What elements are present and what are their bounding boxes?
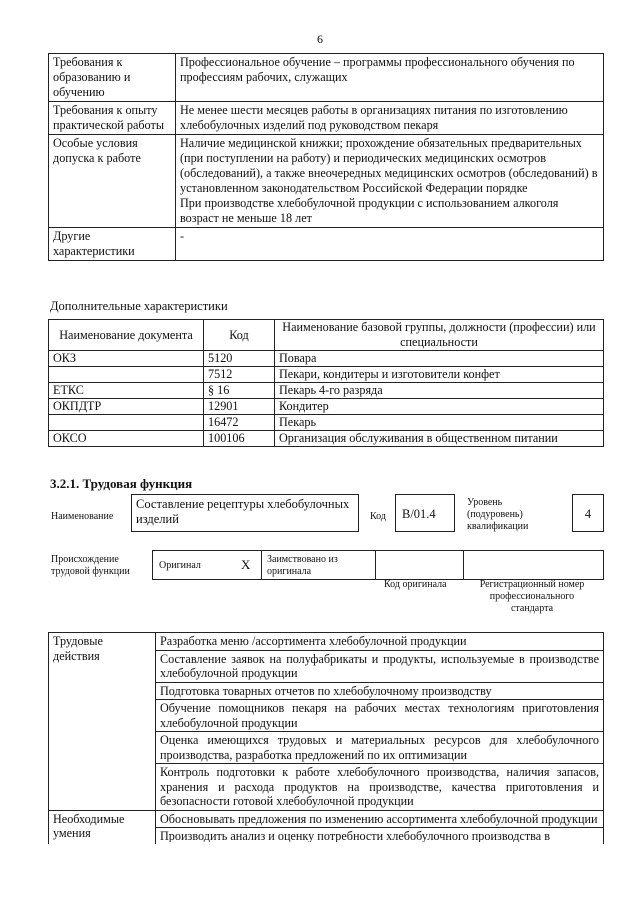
table-row <box>49 633 604 651</box>
row-label: Другие характеристики <box>49 228 176 261</box>
level-label: Уровень (подуровень) квалификации <box>467 497 529 532</box>
row-label: Требования к образованию и обучению <box>49 54 176 102</box>
original-code-label: Код оригинала <box>384 579 447 590</box>
table-cell: ОКПДТР <box>49 399 204 415</box>
code-label: Код <box>370 511 386 522</box>
action-item: Обучение помощников пекаря на рабочих местах технологиям приготовления хлебобулочной продукции <box>156 700 604 732</box>
origin-label: Происхождение трудовой функции <box>51 554 130 577</box>
column-header: Наименование базовой группы, должности (профессии) или специальности <box>275 320 604 351</box>
table-row <box>49 383 604 399</box>
labor-table <box>48 632 604 844</box>
table-cell: Организация обслуживания в общественном питании <box>275 431 604 447</box>
row-value: Профессиональное обучение – программы профессионального обучения по профессиям рабочих, служащих <box>176 54 604 102</box>
table-row <box>49 228 604 261</box>
table-row <box>49 367 604 383</box>
table-row <box>49 810 604 828</box>
function-name-box: Составление рецептуры хлебобулочных изделий <box>131 494 359 532</box>
original-mark: X <box>241 557 251 572</box>
skills-label: Необходимые умения <box>49 810 156 844</box>
row-value: - <box>176 228 604 261</box>
row-label: Требования к опыту практической работы <box>49 102 176 135</box>
function-code-box: B/01.4 <box>395 494 455 532</box>
divider <box>375 551 376 579</box>
borrowed-label: Заимствовано из оригинала <box>267 554 338 577</box>
table-cell: § 16 <box>204 383 275 399</box>
action-item: Составление заявок на полуфабрикаты и продукты, используемые в производстве хлебобулочной продукции <box>156 650 604 682</box>
table-header-row <box>49 320 604 351</box>
table-row <box>49 431 604 447</box>
actions-label: Трудовые действия <box>49 633 156 811</box>
table-row <box>49 135 604 228</box>
skill-item <box>156 828 604 845</box>
level-box: 4 <box>572 494 604 532</box>
column-header: Код <box>204 320 275 351</box>
divider <box>463 551 464 579</box>
table-cell: 100106 <box>204 431 275 447</box>
origin-row <box>152 550 604 580</box>
table-row <box>49 54 604 102</box>
table-row <box>49 399 604 415</box>
section-title: 3.2.1. Трудовая функция <box>50 476 193 491</box>
divider <box>261 551 262 579</box>
table-cell <box>49 415 204 431</box>
table-row <box>49 351 604 367</box>
table-cell: ОКСО <box>49 431 204 447</box>
page-number: 6 <box>317 32 323 46</box>
row-value-line: При производстве хлебобулочной продукции с использованием алкоголя возраст не меньше 18 лет <box>180 196 559 225</box>
table-cell: Кондитер <box>275 399 604 415</box>
action-item: Подготовка товарных отчетов по хлебобулочному производству <box>156 682 604 700</box>
row-value <box>176 135 604 228</box>
table-row <box>49 415 604 431</box>
requirements-table <box>48 53 604 261</box>
row-value-line: Наличие медицинской книжки; прохождение обязательных предварительных (при поступлении на работу) и периодических медицинских осмотров (обследований), а также внеочередных медицинских осмотров (обследований) в установленном законодательством Российской Федерации порядке <box>180 136 598 195</box>
table-cell: 5120 <box>204 351 275 367</box>
original-label: Оригинал <box>159 560 201 571</box>
action-item: Оценка имеющихся трудовых и материальных ресурсов для хлебобулочного производства, разработка предложений по их оптимизации <box>156 732 604 764</box>
row-value: Не менее шести месяцев работы в организациях питания по изготовлению хлебобулочных изделий под руководством пекаря <box>176 102 604 135</box>
table-cell: Пекарь <box>275 415 604 431</box>
table-cell: Пекарь 4-го разряда <box>275 383 604 399</box>
row-label: Особые условия допуска к работе <box>49 135 176 228</box>
table-cell: 12901 <box>204 399 275 415</box>
table-cell: ОКЗ <box>49 351 204 367</box>
table-cell <box>49 367 204 383</box>
table-cell: 16472 <box>204 415 275 431</box>
registration-number-label: Регистрационный номер профессионального стандарта <box>479 579 585 614</box>
column-header: Наименование документа <box>49 320 204 351</box>
table-row <box>49 102 604 135</box>
skill-item: Обосновывать предложения по изменению ассортимента хлебобулочной продукции <box>156 810 604 828</box>
skill-item-text: Производить анализ и оценку потребности хлебобулочного производства в <box>160 829 550 842</box>
table-cell: Пекари, кондитеры и изготовители конфет <box>275 367 604 383</box>
action-item: Разработка меню /ассортимента хлебобулочной продукции <box>156 633 604 651</box>
table-cell: 7512 <box>204 367 275 383</box>
additional-table <box>48 319 604 447</box>
additional-title: Дополнительные характеристики <box>50 299 228 313</box>
table-cell: ЕТКС <box>49 383 204 399</box>
table-cell: Повара <box>275 351 604 367</box>
name-label: Наименование <box>51 511 114 522</box>
action-item: Контроль подготовки к работе хлебобулочного производства, наличия запасов, хранения и расхода продуктов на производстве, качества приготовления и безопасности готовой хлебобулочной продукции <box>156 764 604 811</box>
